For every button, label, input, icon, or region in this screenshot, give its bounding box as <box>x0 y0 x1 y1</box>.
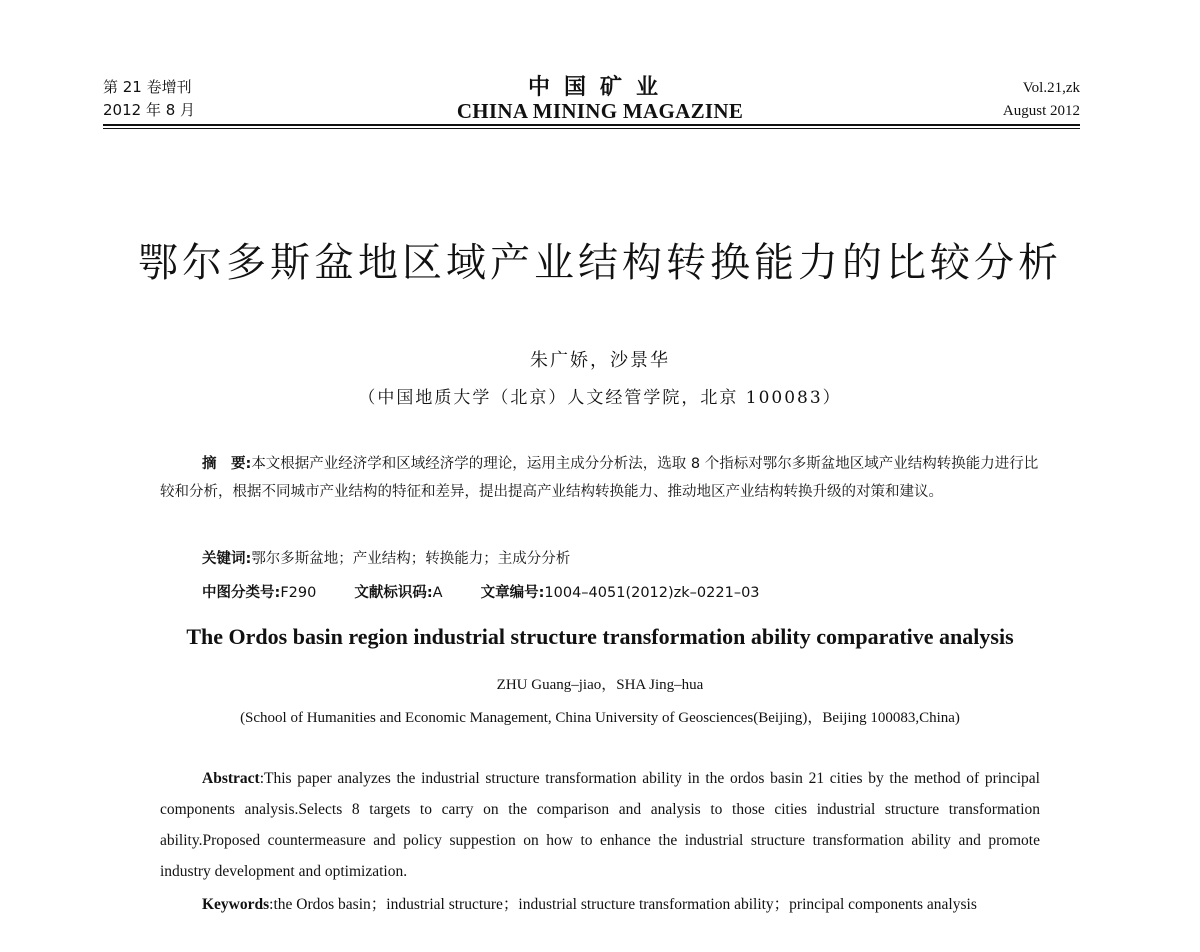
clc-label: 中图分类号: <box>202 585 281 601</box>
doc-code-value: A <box>432 585 443 601</box>
keywords-en-text: :the Ordos basin；industrial structure；industrial structure transformation ability；principal components analysis <box>269 896 977 913</box>
authors-en: ZHU Guang–jiao，SHA Jing–hua <box>496 677 704 693</box>
keywords-cn-text: 鄂尔多斯盆地；产业结构；转换能力；主成分分析 <box>251 551 571 567</box>
article-title-en: The Ordos basin region industrial structure transformation ability comparative analysis <box>186 624 1014 649</box>
volume-cn: 第 21 卷增刊 <box>103 78 192 96</box>
abstract-cn <box>160 450 1040 506</box>
journal-title-en: CHINA MINING MAGAZINE <box>456 99 744 123</box>
keywords-cn <box>160 547 570 568</box>
volume-en: Vol.21,zk <box>1022 80 1080 96</box>
keywords-cn-label: 关键词: <box>202 551 252 567</box>
header-rule-thick <box>103 124 1080 126</box>
keywords-en-label: Keywords <box>202 896 270 913</box>
authors-cn: 朱广娇，沙景华 <box>530 350 670 371</box>
affiliation-en: (School of Humanities and Economic Management, China University of Geosciences(Beijing)，Beijing 100083,China) <box>240 710 960 726</box>
journal-title-cn: 中国矿业 <box>527 75 672 100</box>
header-rule-thin <box>103 128 1080 129</box>
abstract-en-label: Abstract <box>202 770 260 787</box>
abstract-cn-text: 本文根据产业经济学和区域经济学的理论，运用主成分分析法，选取 8 个指标对鄂尔多斯盆地区域产业结构转换能力进行比较和分析，根据不同城市产业结构的特征和差异，提出提高产业结构转换能力、推动地区产业结构转换升级的对策和建议。 <box>160 456 1039 500</box>
article-no-label: 文章编号: <box>480 585 545 601</box>
date-cn: 2012 年 8 月 <box>103 101 196 119</box>
keywords-en <box>160 889 1040 920</box>
abstract-en-text: :This paper analyzes the industrial structure transformation ability in the ordos basin 21 cities by the method of principal components analysis.Selects 8 targets to carry on the comparison and analysis to those cities industrial structure transformation ability.Proposed countermeasure and policy suppestion on how to enhance the industrial structure transformation ability and promote industry development and optimization. <box>160 770 1040 880</box>
affiliation-cn: （中国地质大学（北京）人文经管学院，北京 100083） <box>358 388 842 408</box>
doc-code-label: 文献标识码: <box>354 585 433 601</box>
date-en: August 2012 <box>1002 103 1080 119</box>
classification-line <box>160 581 760 602</box>
abstract-en <box>160 763 1040 887</box>
article-no-value: 1004–4051(2012)zk–0221–03 <box>544 585 760 601</box>
abstract-cn-label: 摘 要: <box>202 456 252 472</box>
article-title-cn: 鄂尔多斯盆地区域产业结构转换能力的比较分析 <box>138 240 1062 286</box>
clc-value: F290 <box>280 585 317 601</box>
